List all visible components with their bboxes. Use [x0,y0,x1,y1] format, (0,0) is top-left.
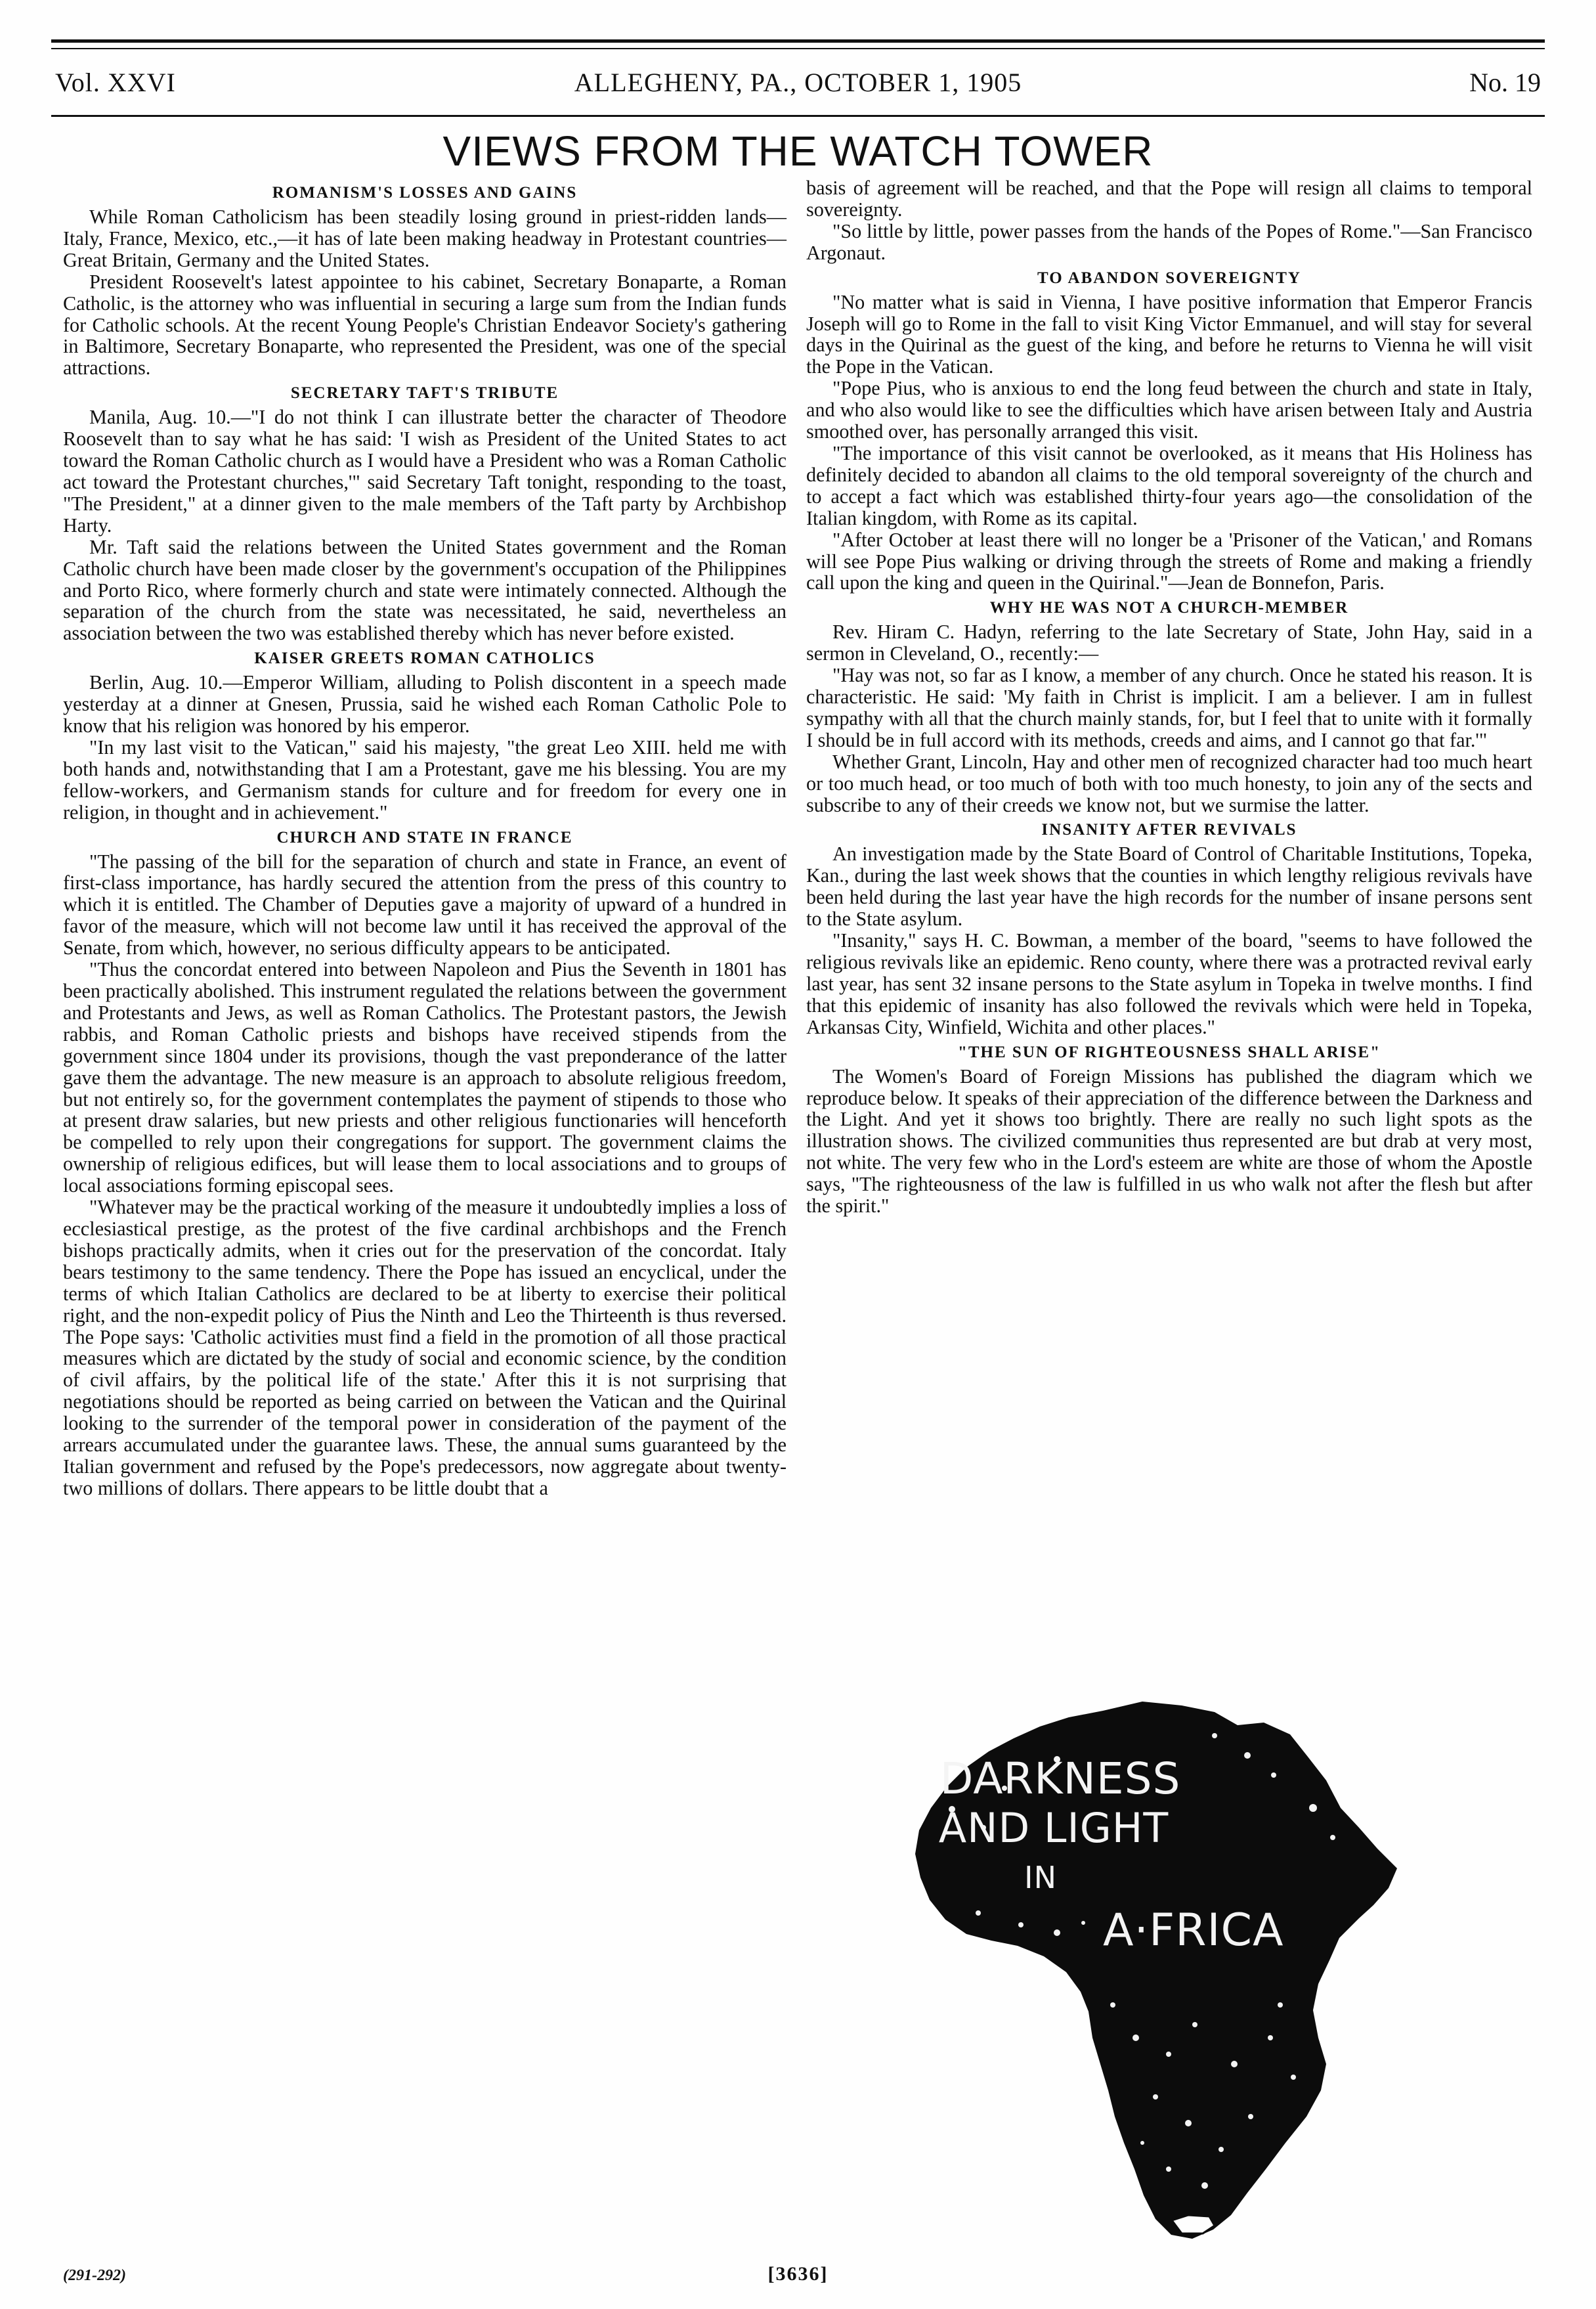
paragraph: President Roosevelt's latest appointee to his cabinet, Secretary Bonaparte, a Roman Catholic, is the attorney who was influential in securing a large sum from the Indian funds for Catholic schools. At the recent Young People's Christian Endeavor Society's gathering in Baltimore, Secretary Bonaparte, who represented the President, was one of the special attractions. [63,270,787,380]
paragraph: Rev. Hiram C. Hadyn, referring to the late Secretary of State, John Hay, said in a sermon in Cleveland, O., recently:— [806,621,1532,665]
africa-title-line-2: AND LIGHT [938,1804,1169,1852]
volume-label: Vol. XXVI [55,68,176,97]
section-title-romanism: ROMANISM'S LOSSES AND GAINS [272,184,578,202]
place-date-line: ALLEGHENY, PA., OCTOBER 1, 1905 [574,68,1022,97]
paragraph: "Insanity," says H. C. Bowman, a member of the board, "seems to have followed the religious revivals like an epidemic. Reno county, where there was a protracted revival early last year, has sent 32 insane persons to the State asylum in Topeka in twelve months. I find that this epidemic of insanity has also followed the revivals which were held in Topeka, Arkansas City, Winfield, Wichita and other places." [806,929,1532,1038]
issue-number: No. 19 [1469,68,1541,97]
africa-title-line-3: IN [1024,1860,1057,1895]
paragraph: Whether Grant, Lincoln, Hay and other men of recognized character had too much heart or too much head, or too much of both with too much honesty, to join any of the sects and subscribe to any of their creeds we know not, but we surmise the latter. [806,750,1532,816]
top-rule [51,39,1545,43]
paragraph: "Thus the concordat entered into between Napoleon and Pius the Seventh in 1801 has been practically abolished. This instrument regulated the relations between the government and Protestants and Jews, as well as Roman Catholics. The Protestant pastors, the Jewish rabbis, and Roman Catholic priests and bishops have received stipends from the government since 1804 under its provisions, though the vast preponderance of the latter gave them the advantage. The new measure is an approach to absolute religious freedom, but not entirely so, for the government contemplates the payment of stipends to those who at present draw salaries, but new priests and other religious functionaries will henceforth be compelled to rely upon their congregations for support. The government claims the ownership of religious edifices, but will lease them to local associations and to groups of local associations forming episcopal sees. [63,958,787,1197]
section-title-abandon: TO ABANDON SOVEREIGNTY [1037,269,1301,287]
page-number: [3636] [767,2263,829,2285]
masthead-rule [51,115,1545,117]
paragraph: "Hay was not, so far as I know, a member of any church. Once he stated his reason. It is characteristic. He said: 'My faith in Christ is implicit. I am a believer. I am in fullest sympathy with all that the church mainly stands, for, but I feel that to unite with it formally I should be in full accord with its methods, creeds and aims, and I cannot go that far.'" [806,664,1532,751]
paragraph: "Whatever may be the practical working of the measure it undoubtedly implies a loss of ecclesiastical prestige, as the protest of the five cardinal archbishops and the French bishops practically admits, when it cries out for the preservation of the concordat. Italy bears testimony to the same tendency. There the Pope has issued an encyclical, under the terms of which Italian Catholics are declared to be at liberty to exercise their political right, and the non-expedit policy of Pius the Ninth and Leo the Thirteenth is thus reversed. The Pope says: 'Catholic activities must find a field in the promotion of all those practical measures which are dictated by the study of social and economic science, by the condition of civil affairs, by the political life of the state.' After this it is not surprising that negotiations should be reported as being carried on between the Vatican and the Quirinal looking to the surrender of the temporal power in consideration of the payment of the arrears accumulated under the guarantee laws. These, the annual sums guaranteed by the Italian government and refused by the Pope's predecessors, now aggregate about twenty-two millions of dollars. There appears to be little doubt that a [63,1196,787,1499]
paragraph: Manila, Aug. 10.—"I do not think I can illustrate better the character of Theodore Roosevelt than to say what he has said: 'I wish as President of the United States to act toward the Roman Catholic church as I would have a President who was a Roman Catholic act toward the Protestant churches,'" said Secretary Taft tonight, responding to the toast, "The President," at a dinner given to the male members of the Taft party by Archbishop Harty. [63,406,787,537]
paragraph: "The passing of the bill for the separation of church and state in France, an event of first-class importance, has hardly secured the attention from the press of this country to which it is entitled. The Chamber of Deputies gave a majority of upward of a hundred in favor of the measure, which will not become law until it has received the approval of the Senate, from which, however, no serious difficulty appears to be anticipated. [63,850,787,959]
section-title-taft: SECRETARY TAFT'S TRIBUTE [290,384,559,403]
section-title-france: CHURCH AND STATE IN FRANCE [276,828,573,847]
page-range: (291-292) [63,2267,126,2284]
paragraph: "Pope Pius, who is anxious to end the long feud between the church and state in Italy, and who also would like to see the difficulties which have arisen between Italy and Austria smoothed over, has personally arranged this visit. [806,377,1532,443]
africa-title-line-1: DARKNESS [939,1753,1181,1804]
paragraph: Berlin, Aug. 10.—Emperor William, alluding to Polish discontent in a speech made yesterday at a dinner at Gnesen, Prussia, said he wished each Roman Catholic Pole to know that his religion was honored by his emperor. [63,671,787,737]
masthead [55,64,1541,101]
paragraph: The Women's Board of Foreign Missions has published the diagram which we reproduce below. It speaks of their appreciation of the difference between the Darkness and the Light. And yet it shows too brightly. There are really no such light spots as the illustration shows. The civilized communities thus represented are but drab at very most, not white. The very few who in the Lord's esteem are white are those of whom the Apostle says, "The righteousness of the law is fulfilled in us who walk not after the flesh but after the spirit." [806,1065,1532,1218]
left-column [63,183,787,2179]
paragraph: Mr. Taft said the relations between the United States government and the Roman Catholic church have been made closer by the government's occupation of the Philippines and Porto Rico, where formerly church and state were intimately connected. Although the separation of the church from the state was necessitated, he said, nevertheless an association between the two was established thereby which has never before existed. [63,535,787,645]
top-rule-thin [51,48,1545,49]
paragraph-continued: basis of agreement will be reached, and that the Pope will resign all claims to temporal sovereignty. [806,177,1532,221]
section-title-kaiser: KAISER GREETS ROMAN CATHOLICS [254,649,595,668]
paragraph: "The importance of this visit cannot be overlooked, as it means that His Holiness has definitely decided to abandon all claims to the old temporal sovereignty of the church and to accept a fact which was established thirty-four years ago—the consolidation of the Italian kingdom, with Rome as its capital. [806,441,1532,529]
section-title-sun: "THE SUN OF RIGHTEOUSNESS SHALL ARISE" [958,1043,1381,1061]
section-title-hay: WHY HE WAS NOT A CHURCH-MEMBER [989,599,1349,617]
section-title-insanity: INSANITY AFTER REVIVALS [1041,821,1297,839]
paragraph: "So little by little, power passes from the hands of the Popes of Rome."—San Francisco Argonaut. [806,219,1532,264]
page-headline: VIEWS FROM THE WATCH TOWER [442,127,1154,175]
paragraph: An investigation made by the State Board of Control of Charitable Institutions, Topeka, Kan., during the last week shows that the counties in which lengthy religious revivals have been held during the last year have the high records for the number of insane persons sent to the State asylum. [806,843,1532,931]
paragraph: While Roman Catholicism has been steadily losing ground in priest-ridden lands—Italy, France, Mexico, etc.,—it has of late been making headway in Protestant countries—Great Britain, Germany and the United States. [63,206,787,271]
africa-illustration [906,1696,1405,2251]
paragraph: "In my last visit to the Vatican," said his majesty, "the great Leo XIII. held me with both hands and, notwithstanding that I am a Protestant, gave me his blessing. You are my fellow-workers, and Germanism stands for culture and for freedom for every one in religion, in thought and in achievement." [63,736,787,824]
africa-title-line-4: A·FRICA [1103,1904,1284,1956]
paragraph: "No matter what is said in Vienna, I have positive information that Emperor Francis Joseph will go to Rome in the fall to visit King Victor Emmanuel, and will stay for several days in the Quirinal as the guest of the king, and before he returns to Vienna he will visit the Pope in the Vatican. [806,290,1532,378]
paragraph: "After October at least there will no longer be a 'Prisoner of the Vatican,' and Romans will see Pope Pius walking or driving through the streets of Rome and making a friendly call upon the king and queen in the Quirinal."—Jean de Bonnefon, Paris. [806,528,1532,594]
right-column [806,177,1532,1648]
